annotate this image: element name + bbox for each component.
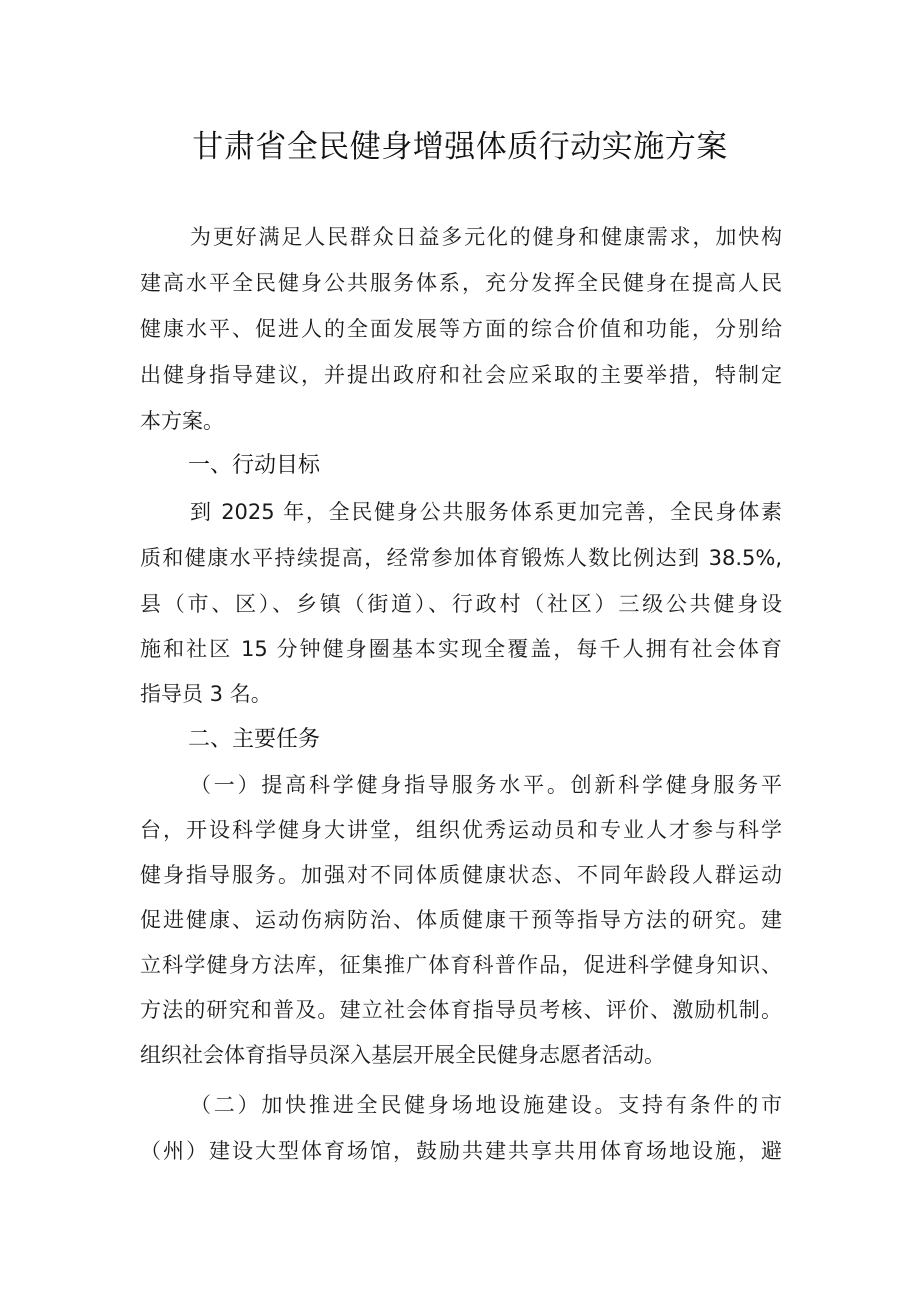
intro-line-4: 出健身指导建议，并提出政府和社会应采取的主要举措，特制定 bbox=[140, 363, 782, 387]
section1-line-3: 县（市、区）、乡镇（街道）、行政村（社区）三级公共健身设 bbox=[140, 592, 782, 616]
task1-line-4: 促进健康、运动伤病防治、体质健康干预等指导方法的研究。建 bbox=[140, 908, 782, 932]
section1-line-2: 质和健康水平持续提高，经常参加体育锻炼人数比例达到 38.5%, bbox=[140, 546, 782, 570]
section1-line-4: 施和社区 15 分钟健身圈基本实现全覆盖，每千人拥有社会体育 bbox=[140, 637, 782, 661]
section1-line-1: 到 2025 年，全民健身公共服务体系更加完善，全民身体素 bbox=[190, 500, 782, 524]
intro-line-1: 为更好满足人民群众日益多元化的健身和健康需求，加快构 bbox=[190, 225, 782, 249]
task1-line-5: 立科学健身方法库，征集推广体育科普作品，促进科学健身知识、 bbox=[140, 953, 782, 977]
section1-line-5: 指导员 3 名。 bbox=[140, 682, 272, 706]
intro-line-3: 健康水平、促进人的全面发展等方面的综合价值和功能，分别给 bbox=[140, 317, 782, 341]
intro-line-2: 建高水平全民健身公共服务体系，充分发挥全民健身在提高人民 bbox=[140, 271, 782, 295]
document-title: 甘肃省全民健身增强体质行动实施方案 bbox=[192, 129, 728, 165]
task1-line-2: 台，开设科学健身大讲堂，组织优秀运动员和专业人才参与科学 bbox=[140, 818, 782, 842]
task1-line-1: （一）提高科学健身指导服务水平。创新科学健身服务平 bbox=[190, 773, 782, 797]
section1-heading: 一、行动目标 bbox=[188, 453, 321, 478]
task1-line-6: 方法的研究和普及。建立社会体育指导员考核、评价、激励机制。 bbox=[140, 998, 782, 1022]
section2-heading: 二、主要任务 bbox=[188, 727, 321, 752]
task1-line-3: 健身指导服务。加强对不同体质健康状态、不同年龄段人群运动 bbox=[140, 863, 782, 887]
task1-line-7: 组织社会体育指导员深入基层开展全民健身志愿者活动。 bbox=[140, 1043, 665, 1067]
task2-line-1: （二）加快推进全民健身场地设施建设。支持有条件的市 bbox=[190, 1093, 782, 1117]
intro-line-5: 本方案。 bbox=[140, 409, 224, 433]
task2-line-2: （州）建设大型体育场馆，鼓励共建共享共用体育场地设施，避 bbox=[140, 1139, 782, 1163]
